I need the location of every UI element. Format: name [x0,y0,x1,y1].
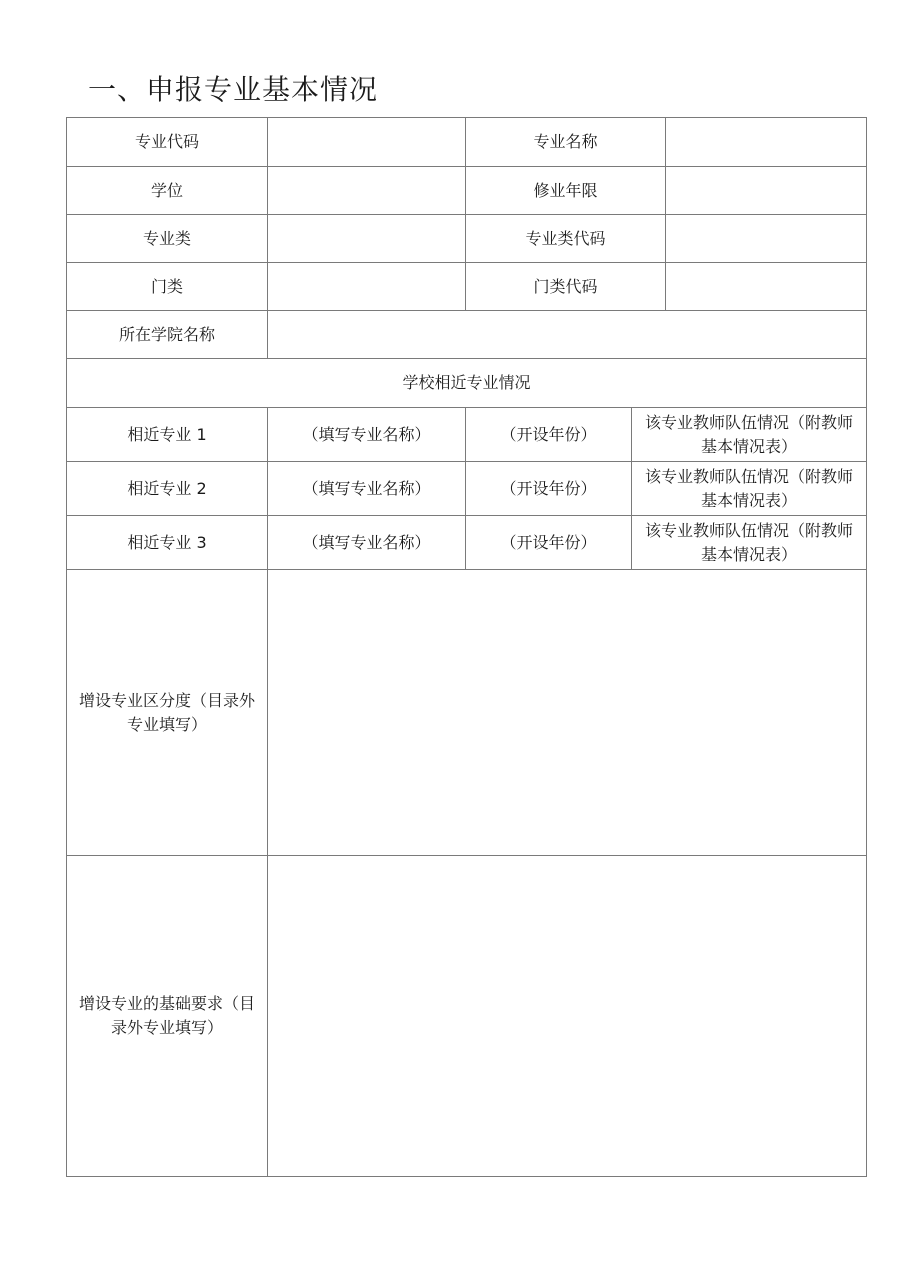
table-row [67,516,867,570]
similar-major-year[interactable]: （开设年份） [466,516,632,570]
table-row [67,215,867,263]
basic-requirements-label: 增设专业的基础要求（目录外专业填写） [67,856,268,1177]
degree-field[interactable] [268,167,466,215]
similar-major-teachers[interactable]: 该专业教师队伍情况（附教师基本情况表） [632,462,867,516]
table-row [67,570,867,856]
distinction-label: 增设专业区分度（目录外专业填写） [67,570,268,856]
similar-major-year[interactable]: （开设年份） [466,462,632,516]
major-name-label: 专业名称 [466,118,666,167]
similar-major-teachers[interactable]: 该专业教师队伍情况（附教师基本情况表） [632,408,867,462]
similar-major-name[interactable]: （填写专业名称） [268,462,466,516]
major-category-code-field[interactable] [666,215,867,263]
table-row [67,462,867,516]
major-category-label: 专业类 [67,215,268,263]
similar-major-label: 相近专业 3 [67,516,268,570]
table-row [67,311,867,359]
major-code-label: 专业代码 [67,118,268,167]
degree-label: 学位 [67,167,268,215]
discipline-code-label: 门类代码 [466,263,666,311]
study-years-field[interactable] [666,167,867,215]
table-row [67,856,867,1177]
major-category-code-label: 专业类代码 [466,215,666,263]
table-row [67,263,867,311]
table-row [67,359,867,408]
table-row [67,167,867,215]
basic-requirements-field[interactable] [268,856,867,1177]
similar-majors-header: 学校相近专业情况 [67,359,867,408]
discipline-label: 门类 [67,263,268,311]
college-name-label: 所在学院名称 [67,311,268,359]
similar-major-label: 相近专业 2 [67,462,268,516]
study-years-label: 修业年限 [466,167,666,215]
table-row [67,118,867,167]
discipline-field[interactable] [268,263,466,311]
basic-info-table [66,117,867,1177]
discipline-code-field[interactable] [666,263,867,311]
similar-major-name[interactable]: （填写专业名称） [268,408,466,462]
major-name-field[interactable] [666,118,867,167]
similar-major-year[interactable]: （开设年份） [466,408,632,462]
table-row [67,408,867,462]
college-name-field[interactable] [268,311,867,359]
similar-major-teachers[interactable]: 该专业教师队伍情况（附教师基本情况表） [632,516,867,570]
similar-major-label: 相近专业 1 [67,408,268,462]
major-category-field[interactable] [268,215,466,263]
page-title: 一、申报专业基本情况 [88,73,379,106]
major-code-field[interactable] [268,118,466,167]
distinction-field[interactable] [268,570,867,856]
similar-major-name[interactable]: （填写专业名称） [268,516,466,570]
